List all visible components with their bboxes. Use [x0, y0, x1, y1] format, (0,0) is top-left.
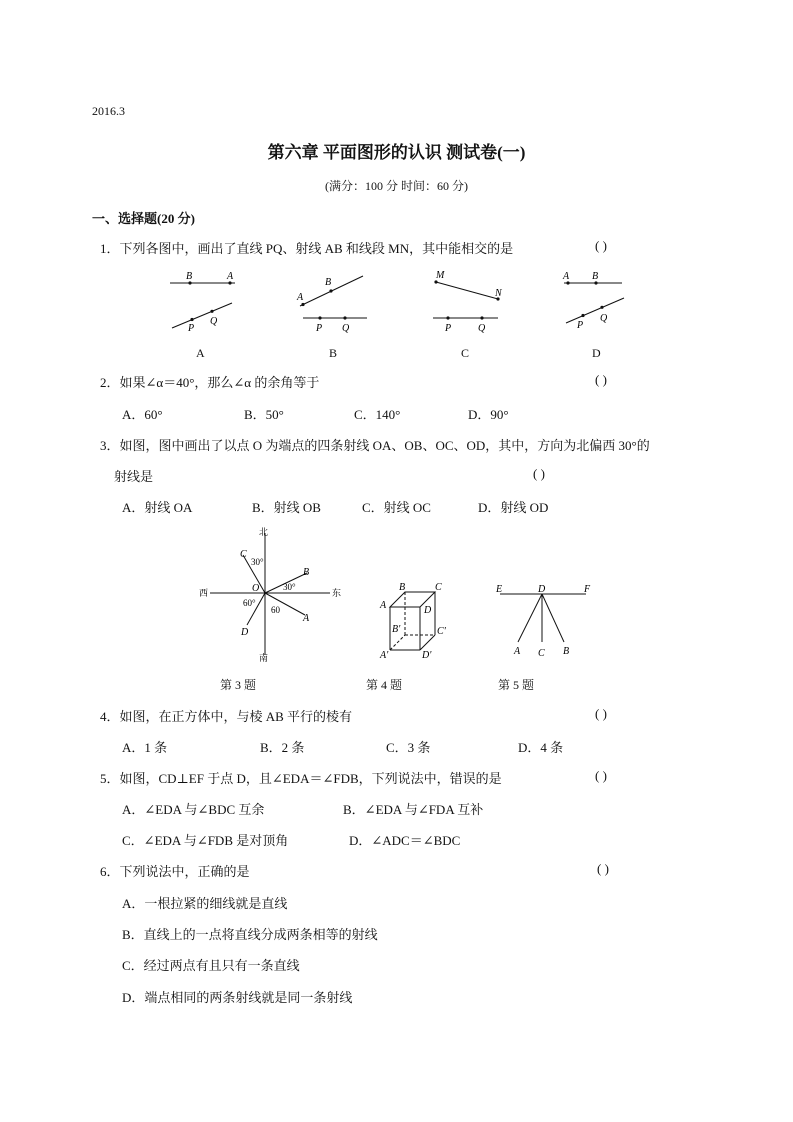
label-angle-30-north: 30° — [251, 557, 264, 567]
label-p: P — [445, 323, 452, 334]
q1-caption-d: D — [592, 346, 601, 360]
label-p: P — [188, 323, 195, 334]
q4-option-b: B．2 条 — [260, 740, 305, 755]
label-c-prime: C' — [437, 626, 446, 637]
label-angle-60-west: 60° — [243, 598, 256, 608]
label-d: D — [538, 584, 546, 595]
q1-caption-c: C — [461, 346, 470, 360]
q6-option-b: B．直线上的一点将直线分成两条相等的射线 — [122, 927, 378, 942]
figure-4-cube — [375, 580, 465, 660]
q1-figure-b — [295, 268, 375, 340]
q1-stem: 1．下列各图中，画出了直线 PQ、射线 AB 和线段 MN，其中能相交的是 — [100, 241, 514, 256]
label-a: A — [303, 613, 310, 624]
label-a: A — [563, 271, 570, 282]
label-o: O — [252, 583, 260, 594]
q3-stem: 3．如图，图中画出了以点 O 为端点的四条射线 OA、OB、OC、OD，其中，方向为北偏西 30°的 — [100, 438, 650, 453]
label-q: Q — [342, 323, 350, 334]
label-angle-60-south: 60 — [271, 605, 280, 615]
label-a: A — [227, 271, 234, 282]
label-angle-30-east: 30° — [283, 582, 296, 592]
page-title: 第六章 平面图形的认识 测试卷(一) — [267, 143, 526, 162]
caption-fig4: 第 4 题 — [366, 678, 403, 692]
q3-option-c: C．射线 OC — [362, 500, 431, 515]
q3-bracket: ( ) — [533, 466, 545, 481]
q3-stem-cont: 射线是 — [114, 469, 154, 484]
q2-option-a: A．60° — [122, 407, 163, 422]
label-b: B — [303, 567, 310, 578]
q5-option-d: D．∠ADC＝∠BDC — [349, 833, 461, 848]
label-a: A — [514, 646, 521, 657]
label-a: A — [297, 292, 304, 303]
q6-bracket: ( ) — [597, 861, 609, 876]
label-p: P — [316, 323, 323, 334]
q4-stem: 4．如图，在正方体中，与棱 AB 平行的棱有 — [100, 709, 353, 724]
q5-option-a: A．∠EDA 与∠BDC 互余 — [122, 802, 265, 817]
label-east: 东 — [332, 588, 342, 598]
q1-caption-a: A — [196, 346, 205, 360]
q5-option-c: C．∠EDA 与∠FDB 是对顶角 — [122, 833, 289, 848]
q2-bracket: ( ) — [595, 372, 607, 387]
label-b: B — [563, 646, 570, 657]
q2-stem: 2．如果∠α＝40°，那么∠α 的余角等于 — [100, 375, 320, 390]
label-b: B — [186, 271, 193, 282]
q5-option-b: B．∠EDA 与∠FDA 互补 — [343, 802, 484, 817]
label-a: A — [380, 600, 387, 611]
label-q: Q — [600, 313, 608, 324]
label-q: Q — [478, 323, 486, 334]
q3-option-d: D．射线 OD — [478, 500, 549, 515]
section-heading: 一、选择题(20 分) — [92, 211, 195, 226]
q4-bracket: ( ) — [595, 706, 607, 721]
caption-fig5: 第 5 题 — [498, 678, 535, 692]
caption-fig3: 第 3 题 — [220, 678, 257, 692]
q4-option-a: A．1 条 — [122, 740, 168, 755]
label-f: F — [584, 584, 591, 595]
q2-option-d: D．90° — [468, 407, 509, 422]
label-b: B — [592, 271, 599, 282]
q2-option-c: C．140° — [354, 407, 401, 422]
label-west: 西 — [199, 588, 209, 598]
q1-figure-d — [558, 268, 638, 340]
label-north: 北 — [259, 527, 269, 537]
q5-stem: 5．如图，CD⊥EF 于点 D，且∠EDA＝∠FDB，下列说法中，错误的是 — [100, 771, 502, 786]
q3-option-a: A．射线 OA — [122, 500, 193, 515]
label-south: 南 — [259, 653, 269, 663]
label-b-prime: B' — [392, 624, 401, 635]
label-d: D — [241, 627, 249, 638]
subtitle: (满分：100 分 时间：60 分) — [325, 179, 468, 193]
label-p: P — [577, 320, 584, 331]
q1-caption-b: B — [329, 346, 338, 360]
q3-option-b: B．射线 OB — [252, 500, 321, 515]
figure-5-angles — [490, 580, 600, 660]
label-q: Q — [210, 316, 218, 327]
label-a-prime: A' — [380, 650, 389, 661]
date-label: 2016.3 — [92, 104, 125, 118]
label-e: E — [496, 584, 503, 595]
q6-option-c: C．经过两点有且只有一条直线 — [122, 958, 300, 973]
q2-option-b: B．50° — [244, 407, 284, 422]
label-b: B — [325, 277, 332, 288]
label-m: M — [436, 270, 445, 281]
q6-option-d: D．端点相同的两条射线就是同一条射线 — [122, 990, 353, 1005]
q1-figure-a — [160, 268, 240, 340]
q1-figure-c — [428, 268, 508, 340]
figure-3-compass — [195, 525, 345, 665]
label-c: C — [538, 648, 545, 659]
q6-stem: 6．下列说法中，正确的是 — [100, 864, 250, 879]
label-b: B — [399, 582, 406, 593]
q6-option-a: A．一根拉紧的细线就是直线 — [122, 896, 288, 911]
q4-option-d: D．4 条 — [518, 740, 564, 755]
q4-option-c: C．3 条 — [386, 740, 431, 755]
q1-bracket: ( ) — [595, 238, 607, 253]
label-c: C — [240, 549, 247, 560]
label-d-prime: D' — [422, 650, 432, 661]
label-c: C — [435, 582, 442, 593]
q5-bracket: ( ) — [595, 768, 607, 783]
label-n: N — [495, 288, 502, 299]
label-d: D — [424, 605, 432, 616]
